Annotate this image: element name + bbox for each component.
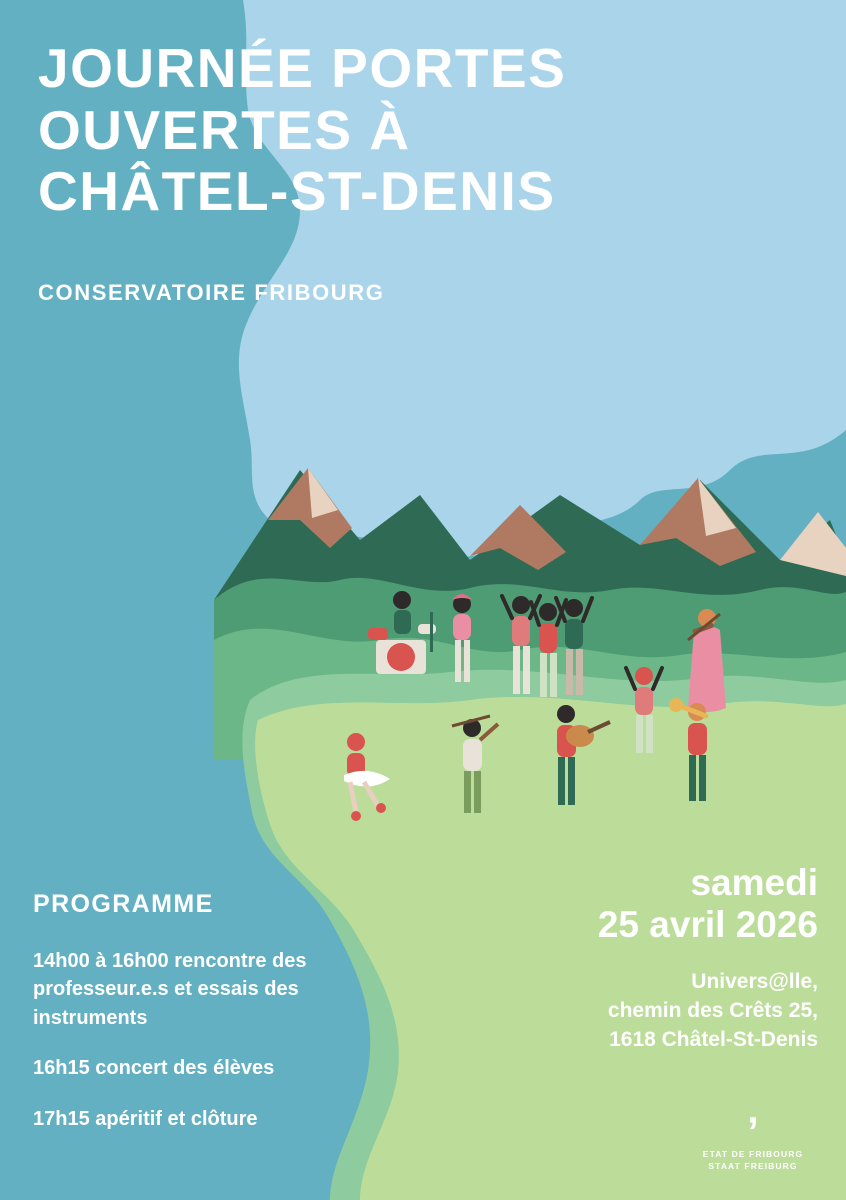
logo-mark-icon: ’ <box>747 1108 759 1156</box>
etat-de-fribourg-logo <box>688 1108 818 1172</box>
programme-item: 17h15 apéritif et clôture <box>33 1107 258 1130</box>
programme-heading: PROGRAMME <box>33 890 214 918</box>
address-line-3: 1618 Châtel-St-Denis <box>609 1027 818 1051</box>
logo-line-fr: ETAT DE FRIBOURG <box>702 1149 804 1160</box>
event-date-full: 25 avril 2026 <box>597 903 818 945</box>
event-date <box>398 862 818 946</box>
event-address <box>398 968 818 1055</box>
address-line-2: chemin des Crêts 25, <box>607 998 818 1022</box>
address-line-1: Univers@lle, <box>691 970 818 993</box>
programme-item: 14h00 à 16h00 rencontre des professeur.e.s et essais des instruments <box>33 950 307 1029</box>
logo-line-de: STAAT FREIBURG <box>708 1160 798 1171</box>
organisation-name: CONSERVATOIRE FRIBOURG <box>38 280 385 305</box>
event-day: samedi <box>690 862 818 903</box>
programme-list <box>33 947 363 1133</box>
page-title: JOURNÉE PORTES OUVERTES À CHÂTEL-ST-DENIS <box>38 37 567 223</box>
programme-item: 16h15 concert des élèves <box>33 1057 275 1080</box>
